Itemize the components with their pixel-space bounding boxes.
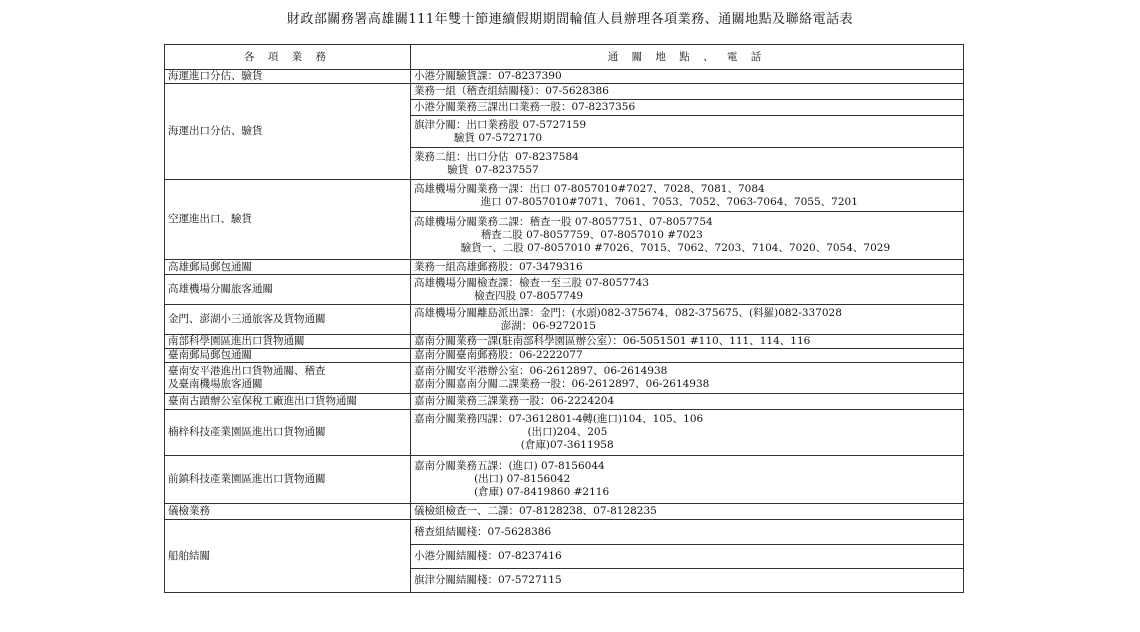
business-cell: 臺南安平港進出口貨物通關、稽查 及臺南機場旅客通關 [165,363,411,394]
business-cell: 海運進口分估、驗貨 [165,70,411,84]
location-cell: 嘉南分關業務五課：(進口) 07-8156044 (出口) 07-8156042 (倉庫) 07-8419860 #2116 [411,456,964,504]
business-cell: 臺南郵局郵包通關 [165,349,411,363]
table-row [165,84,964,100]
business-cell: 金門、澎湖小三通旅客及貨物通關 [165,305,411,335]
table-row [165,456,964,504]
table-row [165,394,964,410]
business-cell: 高雄郵局郵包通關 [165,260,411,275]
location-cell: 儀檢組檢查一、二課：07-8128238、07-8128235 [411,504,964,520]
location-cell: 高雄機場分關業務一課：出口 07-8057010#7027、7028、7081、7084 進口 07-8057010#7071、7061、7053、7052、7063-7064、7055、7201 [411,180,964,212]
location-cell: 嘉南分關安平港辦公室：06-2612897、06-2614938 嘉南分關嘉南分關二課業務一股：06-2612897、06-2614938 [411,363,964,394]
location-cell: 業務二組：出口分估 07-8237584 驗貨 07-8237557 [411,148,964,180]
document-title: 財政部關務署高雄關111年雙十節連續假期期間輪值人員辦理各項業務、通關地點及聯絡電話表 [286,12,854,27]
location-cell: 稽查組結關棧：07-5628386 [411,520,964,545]
location-cell: 小港分關驗貨課：07-8237390 [411,70,964,84]
table-body [165,70,964,593]
location-cell: 高雄機場分關業務二課：稽查一股 07-8057751、07-8057754 稽查二股 07-8057759、07-8057010 #7023 驗貨一、二股 07-8057010 #7026、7015、7062、7203、7104、7020、7054、7029 [411,212,964,260]
business-cell: 空運進出口、驗貨 [165,180,411,260]
location-cell: 嘉南分關業務一課(駐南部科學園區辦公室）：06-5051501 #110、111、114、116 [411,335,964,349]
table-row [165,275,964,305]
location-cell: 業務一組高雄郵務股：07-3479316 [411,260,964,275]
location-cell: 高雄機場分關檢查課：檢查一至三股 07-8057743 檢查四股 07-8057749 [411,275,964,305]
location-cell: 小港分關業務三課出口業務一股：07-8237356 [411,100,964,116]
location-cell: 小港分關結關棧：07-8237416 [411,545,964,569]
business-cell: 楠梓科技產業園區進出口貨物通關 [165,410,411,456]
table-row [165,504,964,520]
contact-table [164,44,964,593]
location-cell: 嘉南分關業務三課業務一股：06-2224204 [411,394,964,410]
table-row [165,305,964,335]
business-cell: 船舶結關 [165,520,411,593]
business-cell: 高雄機場分關旅客通關 [165,275,411,305]
table-row [165,335,964,349]
table-row [165,363,964,394]
location-cell: 嘉南分關業務四課：07-3612801-4轉(進口)104、105、106 (出口)204、205 (倉庫)07-3611958 [411,410,964,456]
business-cell: 南部科學園區進出口貨物通關 [165,335,411,349]
location-cell: 嘉南分關臺南郵務股：06-2222077 [411,349,964,363]
location-cell: 旗津分關結關棧：07-5727115 [411,569,964,593]
table-row [165,180,964,212]
table-row [165,260,964,275]
table-row [165,520,964,545]
business-cell: 海運出口分估、驗貨 [165,84,411,180]
location-cell: 高雄機場分關離島派出課：金門：(水頭)082-375674、082-375675、(料羅)082-337028 澎湖：06-9272015 [411,305,964,335]
location-cell: 旗津分關：出口業務股 07-5727159 驗貨 07-5727170 [411,116,964,148]
table-row [165,70,964,84]
business-cell: 臺南古蹟辦公室保稅工廠進出口貨物通關 [165,394,411,410]
table-row [165,410,964,456]
table-header-row [165,45,964,70]
header-location: 通 關 地 點 、 電 話 [411,45,964,70]
business-cell: 前鎮科技產業園區進出口貨物通關 [165,456,411,504]
location-cell: 業務一組（稽查組結關棧）：07-5628386 [411,84,964,100]
header-business: 各 項 業 務 [165,45,411,70]
table-row [165,349,964,363]
business-cell: 儀檢業務 [165,504,411,520]
